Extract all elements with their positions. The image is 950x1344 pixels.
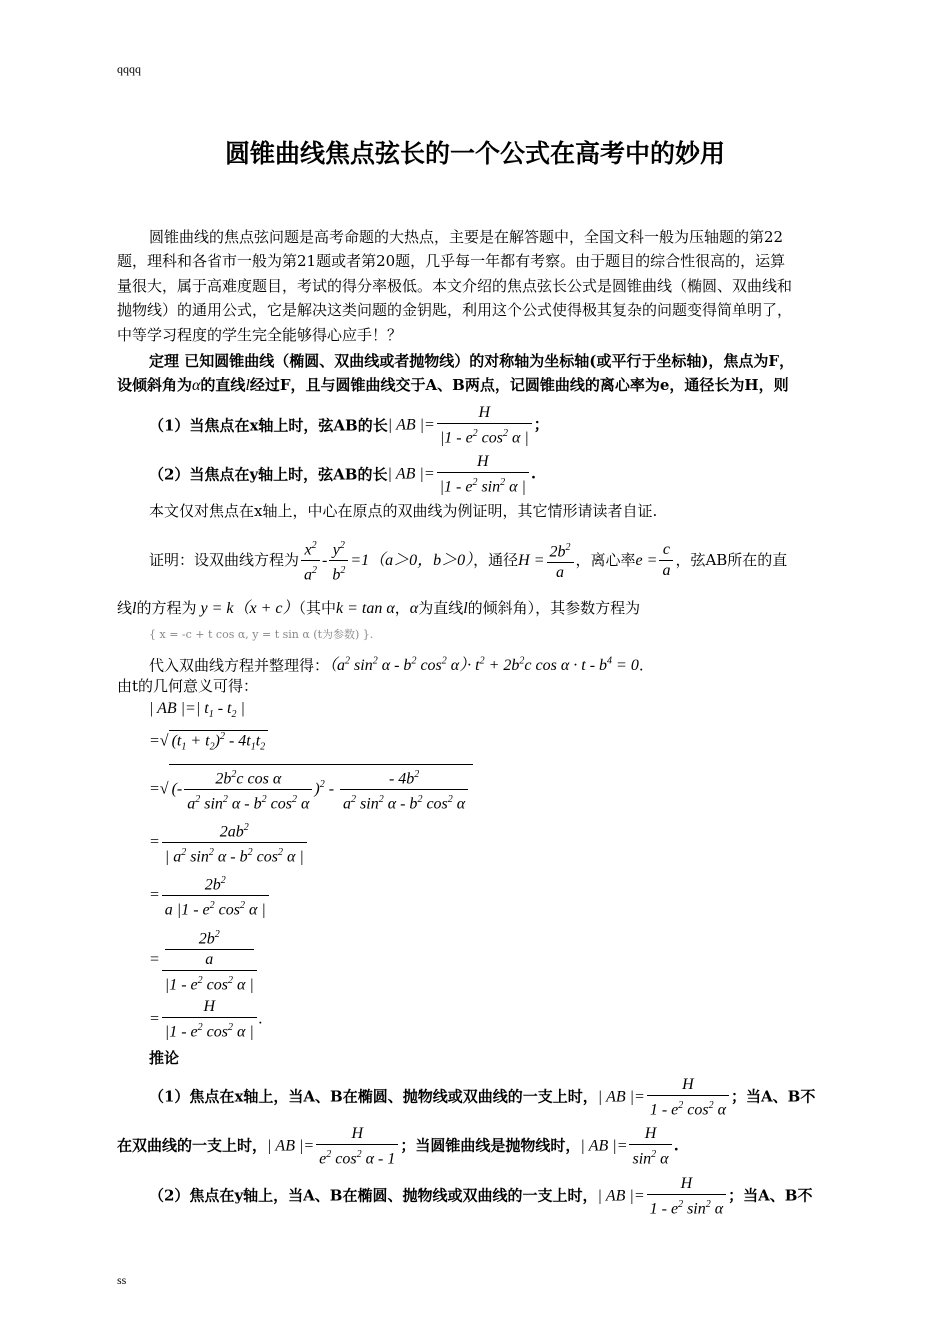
proof-line-3: 代入双曲线方程并整理得：（$a^2$ $\sin^2 \alpha - b^2$ $\cos^2 \alpha)\cdot t^2 + 2b^2c$ $\cos \alpha \cdot t - b^4 = 0$. bbox=[149, 656, 644, 675]
page-header: qqqq bbox=[117, 62, 141, 76]
intro-line-4: 抛物线）的通用公式，它是解决这类问题的金钥匙，利用这个公式使得极其复杂的问题变得简单明了， bbox=[117, 301, 793, 319]
derivation-step-4: = $\frac{2ab^2}{| a^2 \sin^2 \alpha - b^2 \cos^2 \alpha |}$ bbox=[149, 818, 309, 868]
proof-line-1: 证明：设双曲线方程为 $\frac{x^2}{a^2}$ - $\frac{y^2}{b^2}$ =1（a＞0，b＞0），通径H = $\frac{2b^2}{a}$ ，离心率e = $\frac{c}{a}$ ，弦AB所在的直 bbox=[149, 536, 787, 586]
intro-line-1: 圆锥曲线的焦点弦问题是高考命题的大热点，主要是在解答题中，全国文科一般为压轴题的第22 bbox=[149, 228, 784, 246]
parametric-equation: { x = -c + t cos α, y = t sin α (t为参数) }. bbox=[149, 628, 374, 641]
proof-line-2: 线l的方程为 y = k（x + c）（其中k = tan α，α为直线l的倾斜角），其参数方程为 bbox=[117, 599, 641, 617]
derivation-step-2: =√ $(t_1 + t_2)^2 - 4t_1t_2$ bbox=[149, 730, 268, 753]
derivation-step-6: = $2b^2$ a $|1 - e^2$ $\cos^2 \alpha$ | bbox=[149, 925, 259, 996]
derivation-step-3: =√ (- $\frac{2b^2c \cos \alpha}{a^2 \sin^2 \alpha - b^2 \cos^2 \alpha}$ )$^2$ - $\frac{- 4b^2}{a^2 \sin^2 \alpha - b^2 \cos^2 \alpha}$ bbox=[149, 764, 473, 815]
proof-line-4: 由t的几何意义可得： bbox=[117, 677, 259, 695]
corollary-heading: 推论 bbox=[149, 1049, 180, 1067]
theorem-case-1: （1）当焦点在x轴上时，弦AB的长| AB |= $\frac{H}{|1 - e^2 \cos^2 \alpha |}$ ； bbox=[149, 404, 549, 447]
derivation-step-1: | AB |=| $t_1 - t_2$ | bbox=[149, 700, 245, 721]
corollary-1-line-2: 在双曲线的一支上时，| AB |= $\frac{H}{e^2 \cos^2 \alpha - 1}$ ；当圆锥曲线是抛物线时，| AB |= $\frac{H}{\sin^2 \alpha}$ . bbox=[117, 1125, 679, 1168]
page-title: 圆锥曲线焦点弦长的一个公式在高考中的妙用 bbox=[224, 139, 725, 168]
intro-line-3: 量很大，属于高难度题目，考试的得分率极低。本文介绍的焦点弦长公式是圆锥曲线（椭圆、双曲线和 bbox=[117, 277, 793, 295]
corollary-1-line-1: （1）焦点在x轴上，当A、B在椭圆、抛物线或双曲线的一支上时，| AB |= $\frac{H}{1 - e^2 \cos^2 \alpha}$ ；当A、B不 bbox=[149, 1076, 816, 1119]
corollary-2-line-1: （2）焦点在y轴上，当A、B在椭圆、抛物线或双曲线的一支上时，| AB |= $\frac{H}{1 - e^2 \sin^2 \alpha}$ ；当A、B不 bbox=[149, 1175, 813, 1218]
theorem-line-1: 定理 已知圆锥曲线（椭圆、双曲线或者抛物线）的对称轴为坐标轴(或平行于坐标轴)，焦点为F， bbox=[149, 352, 795, 370]
theorem-line-2: 设倾斜角为α的直线l经过F，且与圆锥曲线交于A、B两点，记圆锥曲线的离心率为e，通径长为H，则 bbox=[117, 376, 789, 394]
note-line: 本文仅对焦点在x轴上，中心在原点的双曲线为例证明，其它情形请读者自证. bbox=[149, 502, 658, 520]
intro-line-5: 中等学习程度的学生完全能够得心应手！？ bbox=[117, 326, 403, 344]
theorem-case-2: （2）当焦点在y轴上时，弦AB的长| AB |= $\frac{H}{|1 - e^2 \sin^2 \alpha |}$ . bbox=[149, 453, 537, 496]
derivation-step-5: = $\frac{2b^2}{a |1 - e^2 \cos^2 \alpha |}$ bbox=[149, 871, 271, 921]
intro-line-2: 题，理科和各省市一般为第21题或者第20题，几乎每一年都有考察。由于题目的综合性很高的，运算 bbox=[117, 252, 786, 270]
page-footer: ss bbox=[117, 1273, 127, 1287]
derivation-step-7: = $\frac{H}{|1 - e^2 \cos^2 \alpha |}$ . bbox=[149, 998, 263, 1041]
